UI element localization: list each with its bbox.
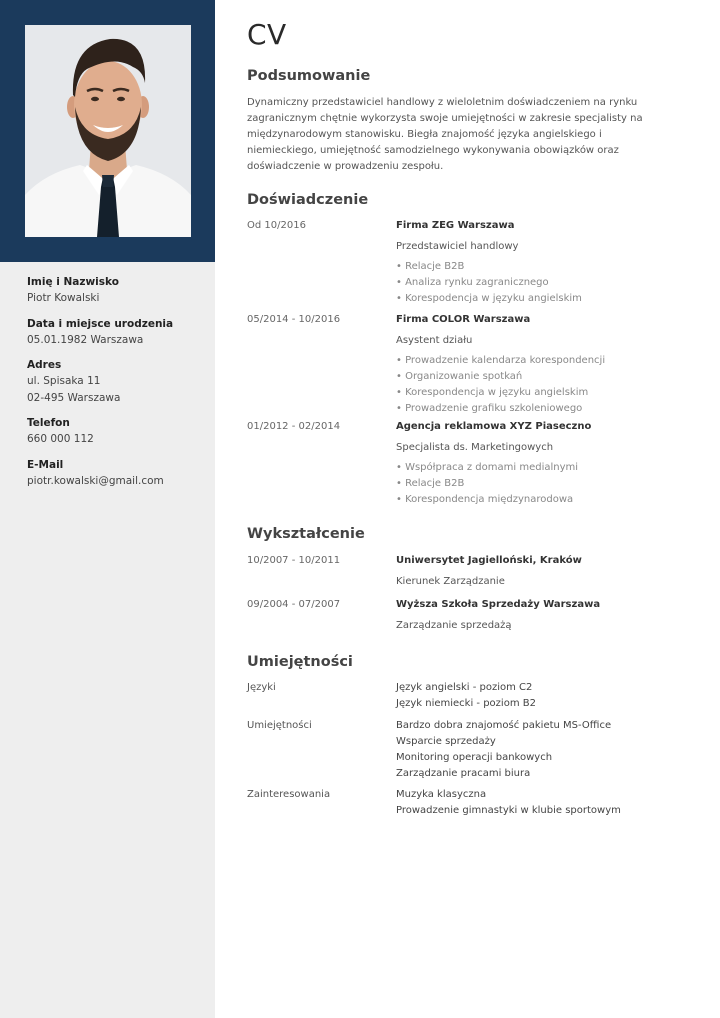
sidebar-header-block — [0, 0, 215, 262]
contact-value: piotr.kowalski@gmail.com — [27, 474, 164, 487]
contact-birth — [27, 316, 207, 349]
section-heading-skills: Umiejętności — [247, 654, 353, 670]
contact-label: E-Mail — [27, 458, 64, 471]
skill-values — [396, 680, 686, 712]
entry-role: Specjalista ds. Marketingowych — [396, 442, 554, 453]
portrait-image — [25, 25, 191, 237]
entry-date: 01/2012 - 02/2014 — [247, 421, 341, 432]
contact-address — [27, 357, 207, 406]
entry-date: 05/2014 - 10/2016 — [247, 314, 341, 325]
contact-value: 02-495 Warszawa — [27, 391, 121, 404]
contact-email — [27, 457, 207, 490]
entry-duties — [396, 353, 686, 417]
entry-body — [396, 553, 686, 590]
contact-label: Telefon — [27, 417, 70, 429]
duty-item: • Prowadzenie kalendarza korespondencji — [396, 355, 606, 366]
section-heading-education: Wykształcenie — [247, 526, 365, 542]
entry-school: Uniwersytet Jagielloński, Kraków — [396, 555, 582, 566]
section-heading-summary: Podsumowanie — [247, 68, 371, 84]
skill-value: Język angielski - poziom C2 — [396, 682, 533, 693]
duty-item: • Organizowanie spotkań — [396, 371, 523, 382]
contact-value: Piotr Kowalski — [27, 292, 100, 304]
duty-item: • Korespondencja międzynarodowa — [396, 494, 574, 505]
entry-body — [396, 419, 686, 508]
contact-value: ul. Spisaka 11 — [27, 375, 101, 387]
contact-value: 05.01.1982 Warszawa — [27, 333, 144, 346]
duty-item: • Korespondencja w języku angielskim — [396, 387, 589, 398]
entry-field: Kierunek Zarządzanie — [396, 576, 505, 587]
skill-label: Umiejętności — [247, 720, 312, 731]
entry-date: Od 10/2016 — [247, 220, 306, 231]
entry-company: Agencja reklamowa XYZ Piaseczno — [396, 421, 592, 432]
duty-item: • Prowadzenie grafiku szkoleniowego — [396, 403, 583, 414]
entry-date: 10/2007 - 10/2011 — [247, 555, 341, 566]
skill-value: Język niemiecki - poziom B2 — [396, 698, 536, 709]
section-heading-experience: Doświadczenie — [247, 192, 369, 208]
skill-label: Języki — [247, 682, 276, 693]
entry-role: Przedstawiciel handlowy — [396, 241, 519, 252]
page-title: CV — [247, 18, 287, 51]
skill-value: Zarządzanie pracami biura — [396, 768, 531, 779]
contact-label: Imię i Nazwisko — [27, 276, 119, 288]
contact-label: Data i miejsce urodzenia — [27, 317, 174, 330]
entry-body — [396, 312, 686, 417]
skill-label: Zainteresowania — [247, 789, 331, 800]
skill-value: Prowadzenie gimnastyki w klubie sportowym — [396, 805, 621, 816]
duty-item: • Analiza rynku zagranicznego — [396, 277, 549, 288]
summary-text: Dynamiczny przedstawiciel handlowy z wieloletnim doświadczeniem na rynku zagranicznym chętnie wykorzysta swoje umiejętności w zakresie specjalisty na międzynarodowym stanowisku. Biegła znajomość języka angielskiego i niemieckiego, umiejętność samodzielnego wykonywania obowiązków oraz doświadczenie w prowadzeniu zespołu. — [247, 97, 643, 172]
entry-company: Firma ZEG Warszawa — [396, 220, 515, 231]
skill-value: Monitoring operacji bankowych — [396, 752, 553, 763]
entry-field: Zarządzanie sprzedażą — [396, 620, 512, 631]
contact-value: 660 000 112 — [27, 433, 94, 445]
skill-values — [396, 718, 686, 782]
entry-company: Firma COLOR Warszawa — [396, 314, 531, 325]
skill-values — [396, 787, 686, 819]
sidebar — [0, 0, 215, 1018]
skill-value: Wsparcie sprzedaży — [396, 736, 496, 747]
profile-photo — [25, 25, 191, 237]
entry-body — [396, 597, 686, 634]
duty-item: • Współpraca z domami medialnymi — [396, 462, 579, 473]
entry-duties — [396, 259, 686, 307]
entry-duties — [396, 460, 686, 508]
entry-body — [396, 218, 686, 307]
duty-item: • Relacje B2B — [396, 478, 465, 489]
contact-label: Adres — [27, 359, 62, 371]
skill-value: Bardzo dobra znajomość pakietu MS-Office — [396, 720, 612, 731]
skill-value: Muzyka klasyczna — [396, 789, 487, 800]
entry-date: 09/2004 - 07/2007 — [247, 599, 341, 610]
contact-info — [27, 274, 207, 498]
duty-item: • Korespodencja w języku angielskim — [396, 293, 582, 304]
duty-item: • Relacje B2B — [396, 261, 465, 272]
contact-phone — [27, 415, 207, 448]
entry-role: Asystent działu — [396, 335, 473, 346]
entry-school: Wyższa Szkoła Sprzedaży Warszawa — [396, 599, 601, 610]
contact-name — [27, 274, 207, 307]
